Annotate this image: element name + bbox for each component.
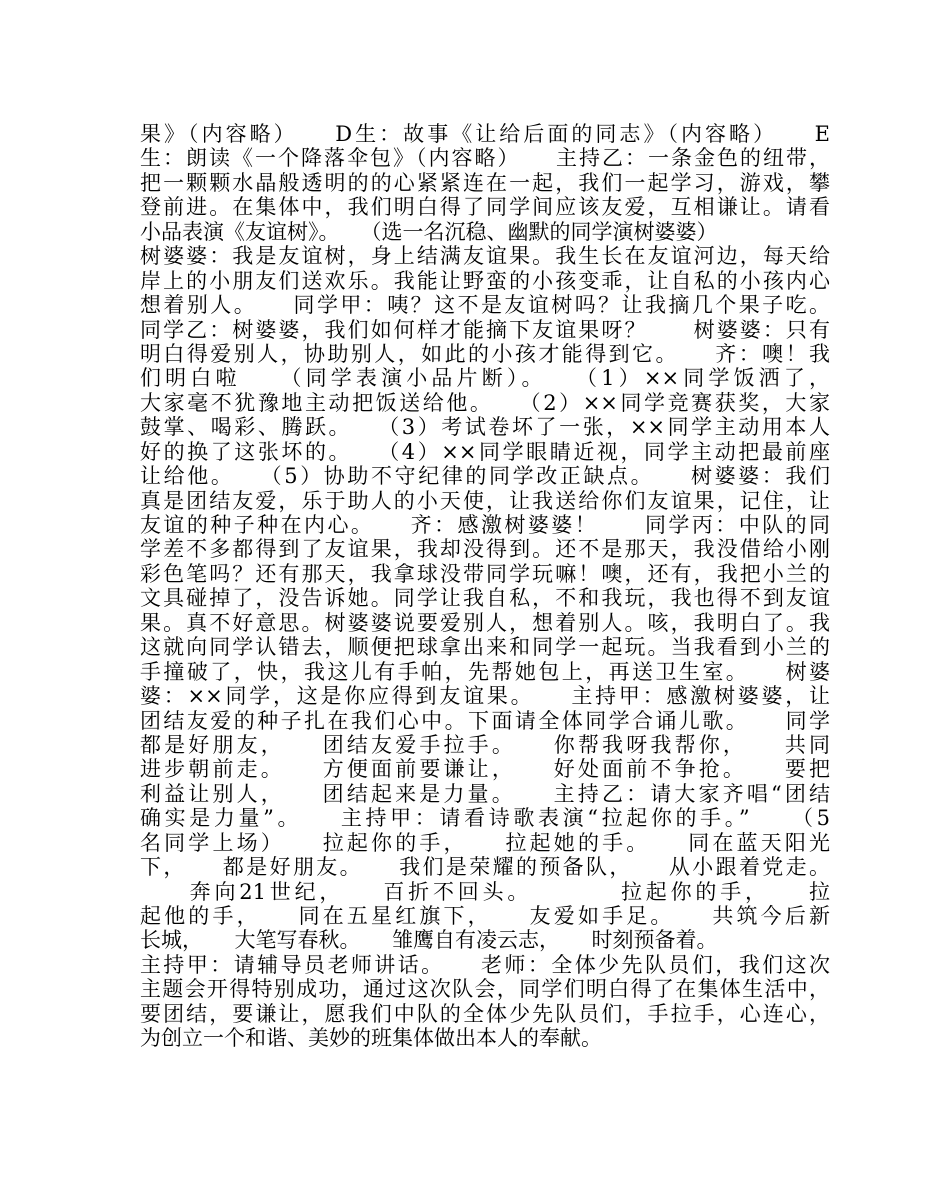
text-line: 为创立一个和谐、美妙的班集体做出本人的奉献。 bbox=[140, 1026, 602, 1051]
text-line: 团结友爱的种子扎在我们心中。下面请全体同学合诵儿歌。 同学 bbox=[140, 708, 830, 733]
text-line: 果》（内容略） D生：故事《让给后面的同志》（内容略） E bbox=[140, 122, 830, 146]
text-line: 小品表演《友谊树》。 （选一名沉稳、幽默的同学演树婆婆） bbox=[140, 219, 718, 244]
text-line: 让给他。 （5）协助不守纪律的同学改正缺点。 树婆婆：我们 bbox=[140, 464, 830, 489]
text-line: 这就向同学认错去，顺便把球拿出来和同学一起玩。当我看到小兰的 bbox=[140, 635, 830, 660]
text-line: 奔向21世纪， 百折不回头。 拉起你的手， 拉 bbox=[140, 879, 830, 904]
text-line: 大家毫不犹豫地主动把饭送给他。 （2）××同学竞赛获奖，大家 bbox=[140, 390, 830, 415]
text-line: 树婆婆：我是友谊树，身上结满友谊果。我生长在友谊河边，每天给 bbox=[140, 244, 830, 269]
text-line: 利益让别人， 团结起来是力量。 主持乙：请大家齐唱“团结 bbox=[140, 781, 830, 806]
text-line: 彩色笔吗？还有那天，我拿球没带同学玩嘛！噢，还有，我把小兰的 bbox=[140, 561, 830, 586]
text-line: 同学乙：树婆婆，我们如何样才能摘下友谊果呀？ 树婆婆：只有 bbox=[140, 317, 830, 342]
text-line: 明白得爱别人，协助别人，如此的小孩才能得到它。 齐：噢！我 bbox=[140, 341, 830, 366]
text-line: 岸上的小朋友们送欢乐。我能让野蛮的小孩变乖，让自私的小孩内心 bbox=[140, 268, 830, 293]
text-line: 生：朗读《一个降落伞包》（内容略） 主持乙：一条金色的纽带， bbox=[140, 146, 830, 171]
text-line: 进步朝前走。 方便面前要谦让， 好处面前不争抢。 要把 bbox=[140, 757, 830, 782]
text-line: 确实是力量”。 主持甲：请看诗歌表演“拉起你的手。” （5 bbox=[140, 806, 830, 831]
text-line: 真是团结友爱，乐于助人的小天使，让我送给你们友谊果，记住，让 bbox=[140, 488, 830, 513]
text-line: 好的换了这张坏的。 （4）××同学眼睛近视，同学主动把最前座 bbox=[140, 439, 830, 464]
text-line: 名同学上场） 拉起你的手， 拉起她的手。 同在蓝天阳光 bbox=[140, 830, 830, 855]
text-line: 想着别人。 同学甲：咦？这不是友谊树吗？让我摘几个果子吃。 bbox=[140, 293, 830, 318]
text-line: 鼓掌、喝彩、腾跃。 （3）考试卷坏了一张，××同学主动用本人 bbox=[140, 415, 830, 440]
body-text bbox=[140, 122, 830, 1051]
text-line: 主持甲：请辅导员老师讲话。 老师：全体少先队员们，我们这次 bbox=[140, 952, 830, 977]
text-line: 手撞破了，快，我这儿有手帕，先帮她包上，再送卫生室。 树婆 bbox=[140, 659, 830, 684]
text-line: 登前进。在集体中，我们明白得了同学间应该友爱，互相谦让。请看 bbox=[140, 195, 830, 220]
text-line: 友谊的种子种在内心。 齐：感激树婆婆！ 同学丙：中队的同 bbox=[140, 513, 830, 537]
text-line: 们明白啦 （同学表演小品片断）。 （1）××同学饭洒了， bbox=[140, 366, 830, 391]
text-line: 文具碰掉了，没告诉她。同学让我自私，不和我玩，我也得不到友谊 bbox=[140, 586, 830, 611]
text-line: 起他的手， 同在五星红旗下， 友爱如手足。 共筑今后新 bbox=[140, 904, 830, 928]
text-line: 下， 都是好朋友。 我们是荣耀的预备队， 从小跟着党走。 bbox=[140, 855, 830, 880]
text-line: 学差不多都得到了友谊果，我却没得到。还不是那天，我没借给小刚 bbox=[140, 537, 830, 562]
text-line: 主题会开得特别成功，通过这次队会，同学们明白得了在集体生活中， bbox=[140, 977, 830, 1002]
text-line: 婆：××同学，这是你应得到友谊果。 主持甲：感激树婆婆，让 bbox=[140, 684, 830, 709]
text-line: 都是好朋友， 团结友爱手拉手。 你帮我呀我帮你， 共同 bbox=[140, 732, 830, 757]
text-line: 长城， 大笔写春秋。 雏鹰自有凌云志， 时刻预备着。 bbox=[140, 928, 718, 953]
text-line: 果。真不好意思。树婆婆说要爱别人，想着别人。咳，我明白了。我 bbox=[140, 610, 830, 635]
text-line: 要团结，要谦让，愿我们中队的全体少先队员们，手拉手，心连心， bbox=[140, 1001, 830, 1026]
text-line: 把一颗颗水晶般透明的的心紧紧连在一起，我们一起学习，游戏，攀 bbox=[140, 170, 830, 195]
